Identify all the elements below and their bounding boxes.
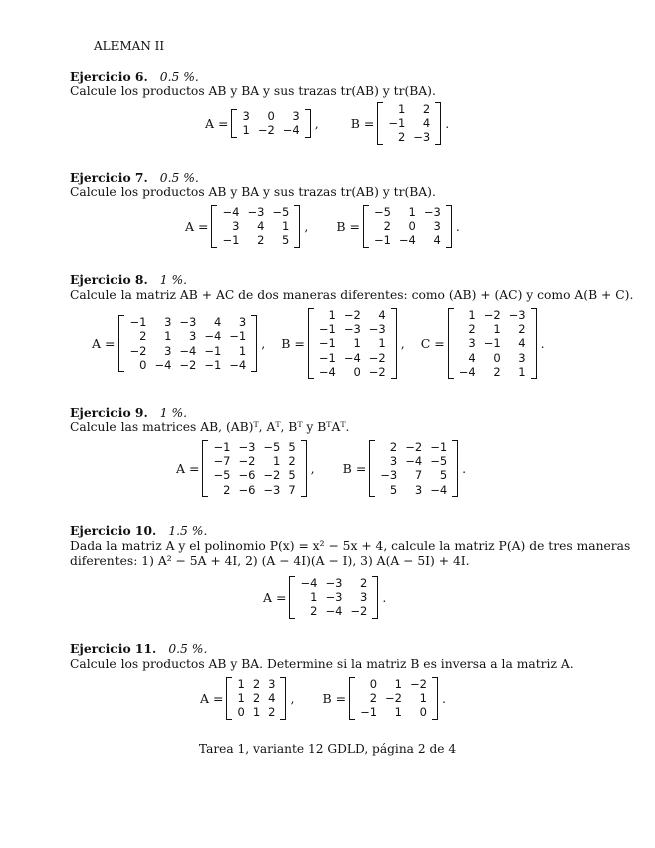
- matrix-entry: −3: [508, 308, 526, 322]
- matrix-entry: 1: [394, 677, 402, 691]
- matrix-row: [233, 677, 279, 691]
- right-bracket: [301, 440, 307, 497]
- matrix-label: B =: [342, 460, 367, 476]
- matrix-entry: 2: [389, 440, 398, 454]
- left-bracket: [118, 315, 124, 372]
- matrix-row: [315, 365, 390, 379]
- matrix-row: [376, 483, 451, 497]
- matrix-row: [370, 233, 445, 247]
- matrix-entry: −2: [368, 350, 386, 365]
- right-bracket: [452, 440, 458, 497]
- matrix-entry: −3: [325, 590, 343, 605]
- matrix-row: [455, 308, 530, 322]
- matrix-entry: −4: [318, 364, 336, 379]
- matrix-entry: −1: [318, 322, 336, 337]
- matrix-label: A =: [185, 218, 209, 234]
- matrix-row: [218, 205, 293, 219]
- matrix-entry: 3: [164, 315, 172, 330]
- matrix-entry: 2: [493, 364, 501, 379]
- matrix-entry: −4: [222, 205, 240, 219]
- matrix-row: [238, 109, 303, 123]
- matrix-separator: .: [445, 115, 450, 131]
- matrix-entry: −4: [300, 576, 318, 590]
- matrix-entry: −3: [368, 322, 386, 337]
- exercise-10-matrices: [263, 576, 392, 619]
- matrix-row: [209, 468, 299, 482]
- matrix-label: A =: [200, 690, 224, 706]
- matrix: [202, 440, 306, 497]
- matrix-entry: −4: [154, 357, 172, 372]
- matrix-entry: 3: [268, 677, 276, 691]
- matrix: [349, 677, 438, 720]
- matrix-row: [296, 604, 371, 618]
- matrix-entry: −1: [483, 336, 501, 351]
- matrix-entry: −2: [350, 604, 368, 619]
- matrix-entries: [455, 308, 530, 379]
- matrix-entry: −3: [238, 440, 256, 454]
- matrix: [377, 102, 441, 145]
- matrix-entry: 1: [282, 219, 290, 234]
- left-bracket: [226, 677, 232, 720]
- matrix-entry: −1: [318, 336, 336, 351]
- matrix-entry: −4: [325, 604, 343, 619]
- matrix-entry: −1: [229, 329, 247, 344]
- matrix-entry: 1: [164, 329, 172, 344]
- matrix: [289, 576, 378, 619]
- matrix-entry: −4: [229, 357, 247, 372]
- matrix-entry: 2: [252, 691, 261, 706]
- matrix-entry: 2: [397, 130, 406, 145]
- matrix-label: B =: [350, 115, 375, 131]
- matrix-entry: −1: [129, 315, 147, 330]
- matrix-entries: [238, 109, 303, 137]
- page-footer: Tarea 1, variante 12 GDLD, página 2 de 4: [198, 742, 457, 756]
- matrix-entries: [384, 102, 434, 145]
- exercise-11-matrices: [200, 677, 452, 720]
- matrix-row: [315, 336, 390, 350]
- matrix-separator: .: [462, 460, 467, 476]
- matrix-entry: −4: [179, 343, 197, 358]
- left-bracket: [369, 440, 375, 497]
- matrix-entry: 0: [237, 705, 245, 720]
- matrix-entry: 7: [414, 468, 423, 483]
- exercise-6-title: Ejercicio 6. 0.5 %.: [70, 69, 199, 84]
- matrix-entry: 3: [389, 454, 398, 469]
- matrix-entry: 4: [468, 350, 476, 365]
- matrix-entry: 3: [433, 219, 441, 234]
- matrix-entry: −2: [405, 440, 423, 454]
- left-bracket: [448, 308, 454, 379]
- matrix-separator: .: [540, 336, 545, 351]
- matrix-row: [209, 440, 299, 454]
- matrix-entry: 1: [493, 322, 501, 337]
- matrix-entry: 0: [369, 677, 378, 691]
- matrix-entries: [376, 440, 451, 497]
- matrix-row: [384, 130, 434, 144]
- matrix-entry: −3: [343, 322, 361, 337]
- matrix-entry: −2: [129, 343, 147, 358]
- matrix-label: A =: [205, 115, 229, 131]
- matrix-entry: −4: [430, 482, 448, 497]
- exercise-8-title: Ejercicio 8. 1 %.: [70, 272, 188, 287]
- matrix-row: [296, 576, 371, 590]
- matrix-entry: 4: [433, 233, 441, 248]
- matrix-entry: −2: [343, 308, 361, 322]
- matrix-entry: −1: [373, 233, 391, 248]
- matrix-entry: 0: [139, 357, 147, 372]
- matrix-row: [356, 677, 431, 691]
- matrix-label: B =: [281, 336, 305, 351]
- matrix: [369, 440, 458, 497]
- matrix-entry: 4: [422, 116, 431, 131]
- exercise-6-matrices: [205, 102, 455, 145]
- matrix-entry: −4: [343, 350, 361, 365]
- matrix-entry: 1: [237, 677, 245, 691]
- matrix-entry: −5: [430, 454, 448, 469]
- left-bracket: [377, 102, 383, 145]
- matrix-row: [455, 336, 530, 350]
- matrix-entry: 1: [378, 336, 386, 351]
- matrix-entry: −5: [373, 205, 391, 219]
- matrix-entry: 2: [268, 705, 276, 720]
- exercise-10-prompt-2: diferentes: 1) A² − 5A + 4I, 2) (A − 4I)(A − I), 3) A(A − 5I) + 4I.: [70, 554, 470, 568]
- matrix-entry: −3: [263, 482, 281, 497]
- matrix-entries: [233, 677, 279, 720]
- matrix-entry: −3: [325, 576, 343, 590]
- matrix-entry: 0: [408, 219, 416, 234]
- matrix-entry: 2: [139, 329, 147, 344]
- matrix-entry: −3: [423, 205, 441, 219]
- matrix-row: [209, 454, 299, 468]
- matrix-entry: 5: [282, 233, 290, 248]
- matrix-entry: 2: [468, 322, 476, 337]
- matrix-entry: 4: [378, 308, 386, 322]
- matrix-label: A =: [92, 336, 116, 351]
- matrix-entry: 5: [288, 468, 296, 483]
- matrix-entry: 0: [419, 705, 427, 720]
- matrix-entry: −1: [388, 116, 406, 131]
- matrix-row: [384, 116, 434, 130]
- matrix-label: A =: [263, 589, 287, 605]
- left-bracket: [202, 440, 208, 497]
- right-bracket: [305, 109, 311, 137]
- matrix-entry: 1: [408, 205, 416, 219]
- matrix-row: [376, 440, 451, 454]
- matrix-row: [376, 468, 451, 482]
- matrix: [211, 205, 300, 248]
- matrix-entry: 2: [369, 691, 378, 706]
- left-bracket: [349, 677, 355, 720]
- matrix-entry: 1: [353, 336, 361, 351]
- matrix-label: C =: [420, 336, 445, 351]
- matrix: [448, 308, 537, 379]
- matrix-entry: 1: [419, 691, 427, 706]
- matrix-entry: 1: [518, 364, 526, 379]
- right-bracket: [391, 308, 397, 379]
- exercise-11-title: Ejercicio 11. 0.5 %.: [70, 641, 208, 656]
- matrix-row: [209, 483, 299, 497]
- matrix-entry: 3: [232, 219, 240, 234]
- matrix-entry: 1: [310, 590, 318, 605]
- matrix-entry: 1: [328, 308, 336, 322]
- matrix-row: [233, 691, 279, 705]
- matrix-entry: −1: [204, 343, 222, 358]
- matrix-entry: 1: [242, 123, 250, 138]
- matrix-entry: −2: [179, 357, 197, 372]
- matrix-entry: −5: [272, 205, 290, 219]
- matrix-row: [370, 219, 445, 233]
- matrix-entry: −2: [385, 691, 402, 706]
- right-bracket: [280, 677, 286, 720]
- matrix-row: [455, 322, 530, 336]
- matrix-row: [356, 691, 431, 705]
- matrix-entry: −2: [368, 364, 386, 379]
- matrix-entry: 1: [397, 102, 406, 116]
- matrix-entry: 7: [288, 482, 296, 497]
- matrix-row: [370, 205, 445, 219]
- matrix-entry: 3: [518, 350, 526, 365]
- exercise-9-prompt: Calcule las matrices AB, (AB)ᵀ, Aᵀ, Bᵀ y BᵀAᵀ.: [70, 420, 350, 434]
- exercise-9-title: Ejercicio 9. 1 %.: [70, 405, 188, 420]
- matrix-entry: 2: [252, 677, 261, 691]
- exercise-9-matrices: [176, 440, 472, 497]
- matrix-entry: −2: [263, 468, 281, 483]
- matrix-label: A =: [176, 460, 200, 476]
- matrix: [226, 677, 286, 720]
- matrix-entry: −7: [213, 454, 231, 469]
- matrix-entry: −5: [213, 468, 231, 483]
- exercise-10-title: Ejercicio 10. 1.5 %.: [70, 523, 208, 538]
- matrix-entry: 4: [213, 315, 222, 330]
- right-bracket: [531, 308, 537, 379]
- matrix-row: [315, 351, 390, 365]
- matrix-label: B =: [322, 690, 347, 706]
- left-bracket: [231, 109, 237, 137]
- matrix-entry: 3: [468, 336, 476, 351]
- matrix-entry: 3: [164, 343, 172, 358]
- left-bracket: [363, 205, 369, 248]
- matrix-entry: 3: [242, 109, 250, 124]
- matrix-entry: 2: [422, 102, 431, 116]
- course-header: ALEMAN II: [94, 39, 165, 53]
- matrix-entry: −3: [179, 315, 197, 330]
- matrix-entry: 3: [189, 329, 197, 344]
- matrix-row: [384, 102, 434, 116]
- matrix-row: [233, 705, 279, 719]
- matrix-entry: −3: [413, 130, 431, 145]
- exercise-10-prompt: Dada la matriz A y el polinomio P(x) = x² − 5x + 4, calcule la matriz P(A) de tres maneras: [70, 539, 631, 553]
- matrix-entry: −1: [430, 440, 448, 454]
- matrix-entry: 0: [353, 364, 361, 379]
- matrix-entry: −4: [282, 123, 300, 138]
- matrix-entry: −1: [318, 350, 336, 365]
- matrix-row: [455, 351, 530, 365]
- matrix-entries: [218, 205, 293, 248]
- matrix-entry: 2: [518, 322, 526, 337]
- matrix-entry: 5: [288, 440, 296, 454]
- matrix-entry: −1: [204, 357, 222, 372]
- matrix-separator: ,: [400, 336, 405, 351]
- matrix-separator: ,: [310, 460, 315, 476]
- matrix-separator: .: [455, 218, 460, 234]
- matrix-separator: .: [382, 589, 387, 605]
- matrix-entry: 1: [394, 705, 402, 720]
- exercise-7-prompt: Calcule los productos AB y BA y sus trazas tr(AB) y tr(BA).: [70, 185, 436, 199]
- exercise-7-matrices: [185, 205, 466, 248]
- matrix-entry: 3: [414, 482, 423, 497]
- matrix-row: [218, 233, 293, 247]
- matrix-entry: −1: [222, 233, 240, 248]
- right-bracket: [432, 677, 438, 720]
- left-bracket: [289, 576, 295, 619]
- matrix-entry: −4: [204, 329, 222, 344]
- matrix-label: B =: [336, 218, 360, 234]
- matrix-entry: −5: [263, 440, 281, 454]
- matrix-entry: 2: [360, 576, 368, 590]
- matrix-entries: [356, 677, 431, 720]
- exercise-8-matrices: [92, 308, 551, 379]
- matrix-entry: 1: [273, 454, 281, 469]
- matrix-entry: 0: [493, 350, 501, 365]
- matrix-entry: −2: [410, 677, 427, 691]
- matrix-entry: 5: [439, 468, 448, 483]
- matrix-row: [455, 365, 530, 379]
- matrix-entry: −3: [247, 205, 265, 219]
- matrix-entry: 3: [360, 590, 368, 605]
- right-bracket: [446, 205, 452, 248]
- matrix-row: [315, 308, 390, 322]
- matrix-entries: [315, 308, 390, 379]
- matrix-entry: 2: [310, 604, 318, 619]
- matrix-entry: −4: [398, 233, 416, 248]
- matrix-row: [315, 322, 390, 336]
- matrix-entries: [370, 205, 445, 248]
- matrix-entry: 3: [292, 109, 300, 124]
- matrix-entry: 5: [389, 482, 398, 497]
- matrix-entry: 2: [223, 482, 231, 497]
- matrix-entry: 2: [383, 219, 391, 234]
- matrix-entry: 4: [257, 219, 265, 234]
- matrix-entry: −6: [238, 468, 256, 483]
- right-bracket: [251, 315, 257, 372]
- matrix-entry: −3: [380, 468, 398, 483]
- matrix-entries: [209, 440, 299, 497]
- matrix-separator: ,: [261, 336, 266, 351]
- right-bracket: [435, 102, 441, 145]
- matrix-separator: ,: [290, 690, 295, 706]
- matrix-separator: .: [441, 690, 446, 706]
- left-bracket: [211, 205, 217, 248]
- matrix-entry: −2: [257, 123, 275, 138]
- matrix-entry: 3: [238, 315, 247, 330]
- matrix-row: [356, 705, 431, 719]
- matrix-separator: ,: [314, 115, 319, 131]
- matrix-entry: 0: [267, 109, 275, 124]
- matrix-entry: −4: [405, 454, 423, 469]
- exercise-7-title: Ejercicio 7. 0.5 %.: [70, 170, 199, 185]
- matrix-entry: −1: [360, 705, 378, 720]
- matrix-entry: 1: [468, 308, 476, 322]
- left-bracket: [308, 308, 314, 379]
- matrix-row: [125, 344, 250, 358]
- matrix-entry: 1: [238, 343, 247, 358]
- right-bracket: [372, 576, 378, 619]
- exercise-6-prompt: Calcule los productos AB y BA y sus trazas tr(AB) y tr(BA).: [70, 84, 436, 98]
- matrix-entries: [125, 315, 250, 372]
- matrix-row: [376, 454, 451, 468]
- matrix: [308, 308, 397, 379]
- matrix-entry: 1: [237, 691, 245, 706]
- matrix-entry: −4: [458, 364, 476, 379]
- matrix-entry: −2: [483, 308, 501, 322]
- matrix-entry: 1: [252, 705, 261, 720]
- matrix-separator: ,: [304, 218, 309, 234]
- matrix-entry: 4: [268, 691, 276, 706]
- matrix: [118, 315, 257, 372]
- matrix-entries: [296, 576, 371, 619]
- matrix-row: [296, 590, 371, 604]
- matrix-entry: −1: [213, 440, 231, 454]
- matrix-row: [218, 219, 293, 233]
- matrix-row: [125, 315, 250, 329]
- matrix-row: [125, 329, 250, 343]
- exercise-11-prompt: Calcule los productos AB y BA. Determine si la matriz B es inversa a la matriz A.: [70, 657, 574, 671]
- matrix-entry: 4: [518, 336, 526, 351]
- matrix-row: [125, 358, 250, 372]
- exercise-8-prompt: Calcule la matriz AB + AC de dos maneras diferentes: como (AB) + (AC) y como A(B + C).: [70, 288, 634, 302]
- matrix: [231, 109, 310, 137]
- matrix: [363, 205, 452, 248]
- matrix-entry: −6: [238, 482, 256, 497]
- right-bracket: [294, 205, 300, 248]
- matrix-entry: 2: [257, 233, 265, 248]
- matrix-entry: 2: [288, 454, 296, 469]
- matrix-entry: −2: [238, 454, 256, 469]
- matrix-row: [238, 123, 303, 137]
